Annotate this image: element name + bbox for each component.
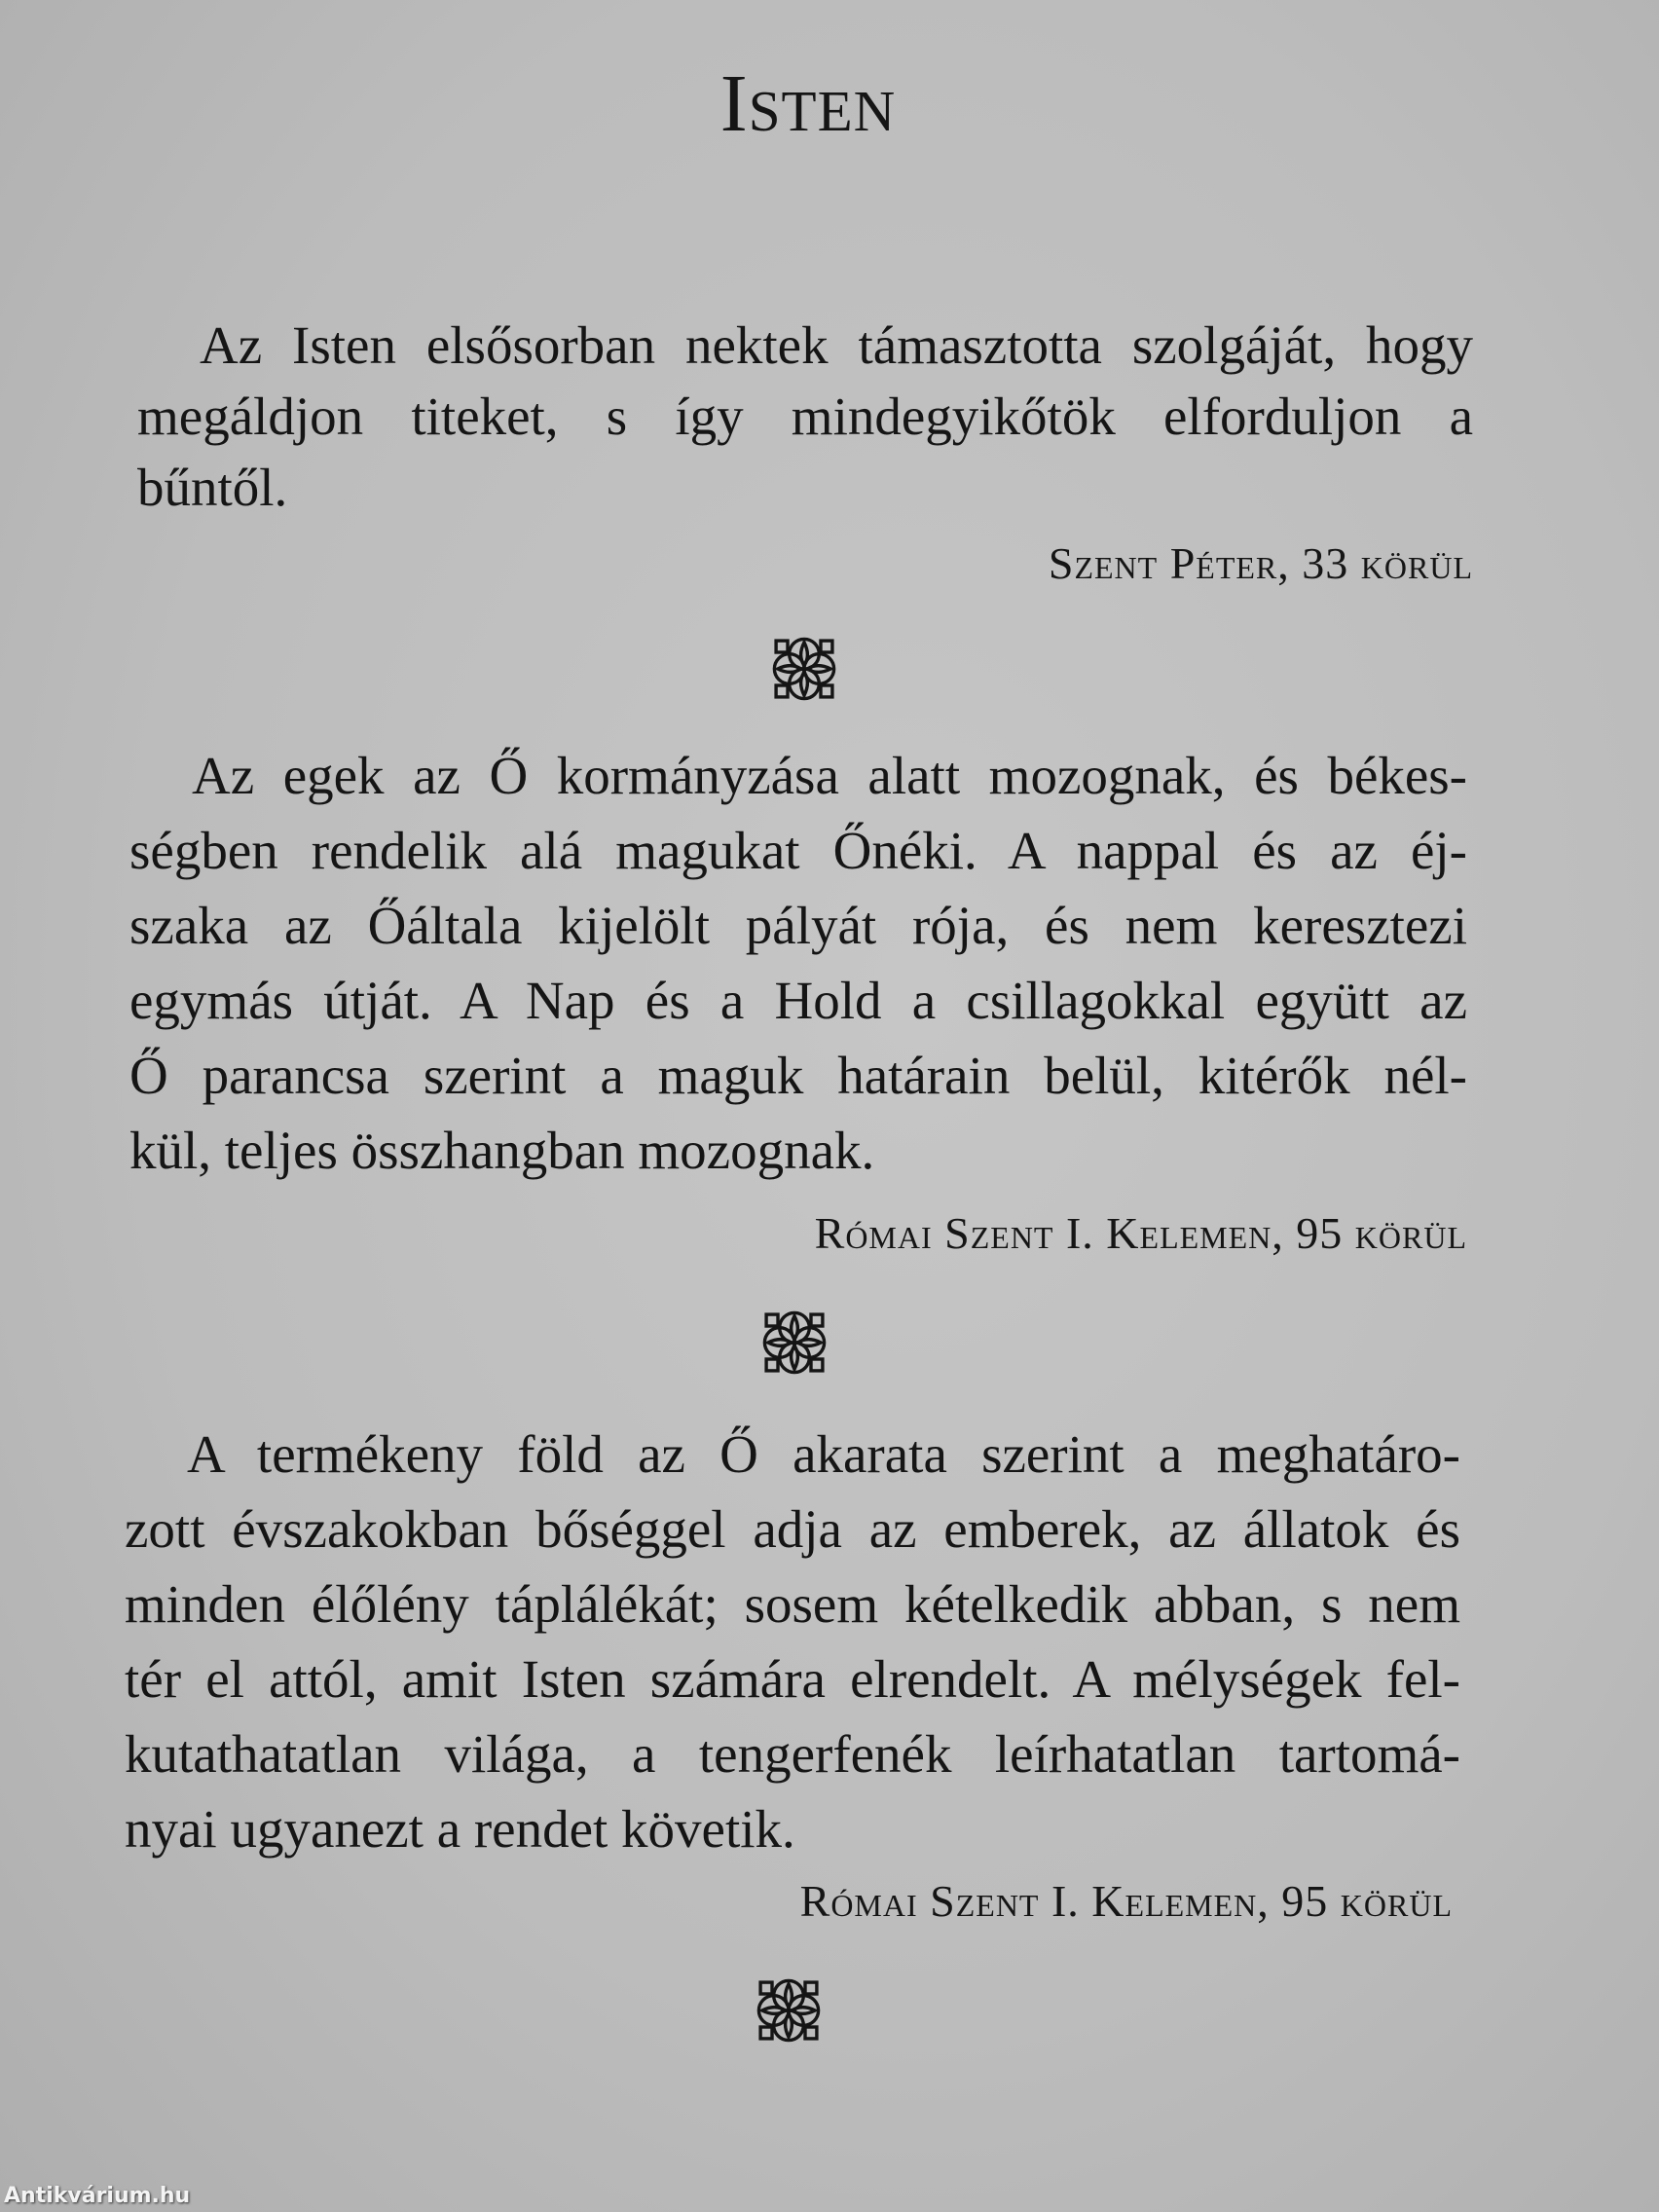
text-line: Ő parancsa szerint a maguk határain belül, kitérők nél- (129, 1046, 1467, 1105)
attribution-1: Szent Péter, 33 körül (1048, 538, 1473, 588)
text-line: minden élőlény táplálékát; sosem kételkedik abban, s nem (125, 1574, 1460, 1634)
quote-2 (129, 738, 1467, 1188)
watermark: Antikvárium.hu (4, 2184, 191, 2208)
text-line: nyai ugyanezt a rendet követik. (125, 1799, 795, 1859)
text-line: kül, teljes összhangban mozognak. (129, 1121, 875, 1180)
text-line: bűntől. (137, 458, 288, 517)
text-line: ségben rendelik alá magukat Őnéki. A nappal és az éj- (129, 821, 1467, 880)
text-line: megáldjon titeket, s így mindegyikőtök elforduljon a (137, 387, 1473, 446)
floral-rosette-icon (756, 1977, 822, 2044)
text-line: A termékeny föld az Ő akarata szerint a meghatáro- (187, 1424, 1460, 1484)
text-line: Az egek az Ő kormányzása alatt mozognak, és békes- (192, 746, 1467, 805)
floral-rosette-icon (771, 636, 837, 702)
floral-rosette-icon (761, 1309, 828, 1376)
attribution-2: Római Szent I. Kelemen, 95 körül (814, 1208, 1467, 1258)
text-line: szaka az Őáltala kijelölt pályát rója, és nem keresztezi (129, 896, 1467, 955)
text-line: zott évszakokban bőséggel adja az emberek, az állatok és (125, 1499, 1460, 1559)
text-line: kutathatatlan világa, a tengerfenék leírhatatlan tartomá- (125, 1724, 1460, 1784)
quote-3 (125, 1417, 1460, 1866)
text-line: Az Isten elsősorban nektek támasztotta szolgáját, hogy (200, 315, 1473, 375)
text-line: tér el attól, amit Isten számára elrendelt. A mélységek fel- (125, 1649, 1460, 1709)
quote-1 (137, 310, 1473, 523)
attribution-3: Római Szent I. Kelemen, 95 körül (799, 1876, 1453, 1926)
page-title: Isten (719, 58, 897, 149)
text-line: egymás útját. A Nap és a Hold a csillagokkal együtt az (129, 971, 1467, 1030)
